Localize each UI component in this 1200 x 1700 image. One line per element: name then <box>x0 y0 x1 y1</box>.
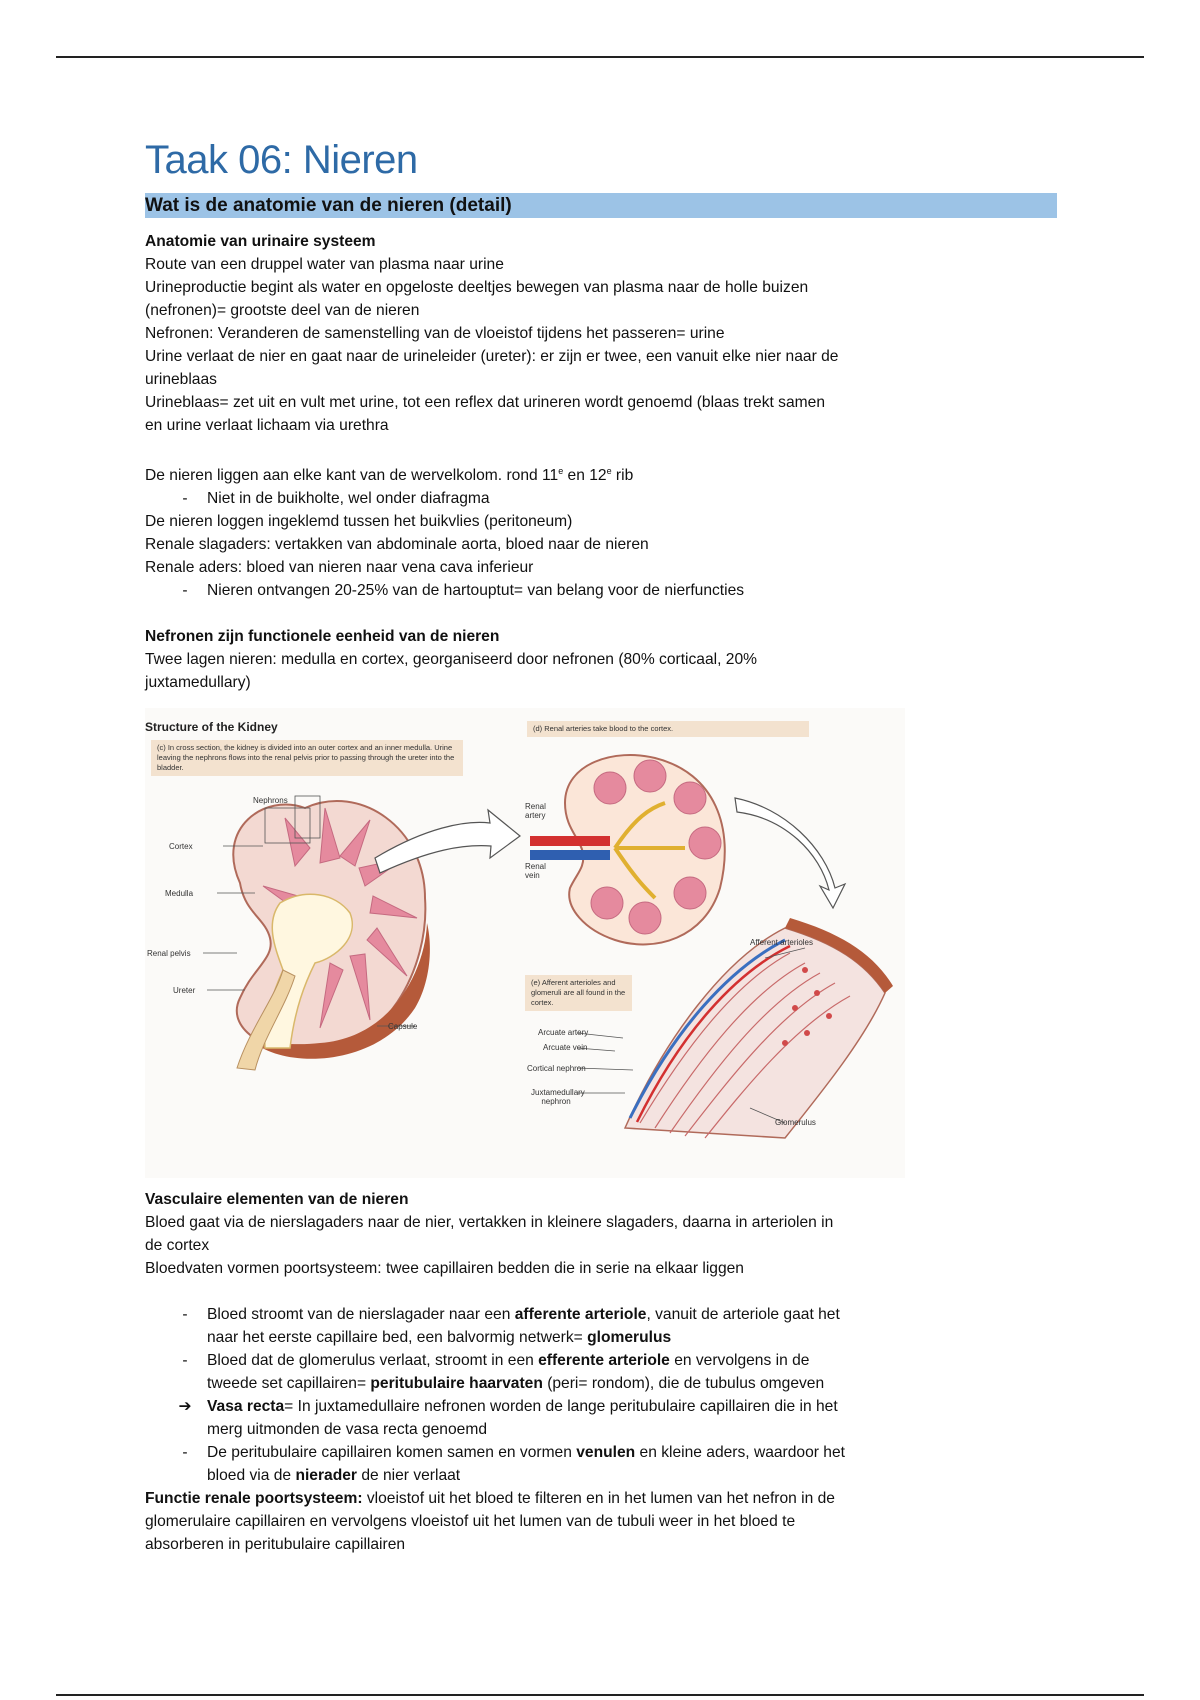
paragraph-line: Bloedvaten vormen poortsysteem: twee capillairen bedden die in serie na elkaar liggen <box>145 1260 744 1278</box>
paragraph-line: Nefronen: Veranderen de samenstelling van de vloeistof tijdens het passeren= urine <box>145 325 725 342</box>
section-heading: Anatomie van urinaire systeem <box>145 233 376 250</box>
arrow-bullet-icon: ➔ <box>178 1398 192 1416</box>
paragraph-line: de cortex <box>145 1237 210 1255</box>
paragraph-line: urineblaas <box>145 371 217 388</box>
label-cortical-nephron: Cortical nephron <box>527 1064 586 1074</box>
paragraph-line: De nieren loggen ingeklemd tussen het buikvlies (peritoneum) <box>145 513 573 531</box>
label-cortex: Cortex <box>169 842 193 852</box>
figure-title: Structure of the Kidney <box>145 720 278 735</box>
paragraph-line: Renale slagaders: vertakken van abdominale aorta, bloed naar de nieren <box>145 536 649 554</box>
kidney-structure-figure <box>145 708 905 1178</box>
label-renal-vein: Renal vein <box>525 862 546 881</box>
cortex-wedge <box>625 918 893 1138</box>
paragraph-line: glomerulaire capillairen en vervolgens vloeistof uit het lumen van de tubuli weer in het bloed te <box>145 1513 796 1531</box>
paragraph-line: Urineproductie begint als water en opgeloste deeltjes bewegen van plasma naar de holle buizen <box>145 279 809 296</box>
question-heading: Wat is de anatomie van de nieren (detail) <box>145 193 1057 218</box>
paragraph-line: Twee lagen nieren: medulla en cortex, georganiseerd door nefronen (80% corticaal, 20% <box>145 651 757 669</box>
label-medulla: Medulla <box>165 889 194 899</box>
paragraph-line: Urineblaas= zet uit en vult met urine, tot een reflex dat urineren wordt genoemd (blaas trekt samen <box>145 394 825 411</box>
paragraph-line: en urine verlaat lichaam via urethra <box>145 417 389 434</box>
label-glomerulus: Glomerulus <box>775 1118 816 1128</box>
figure-caption-d: (d) Renal arteries take blood to the cortex. <box>527 721 809 737</box>
label-afferent-arterioles: Afferent arterioles <box>750 938 813 948</box>
label-ureter: Ureter <box>173 986 196 996</box>
paragraph-line: absorberen in peritubulaire capillairen <box>145 1536 406 1554</box>
kidney-vessels <box>530 755 725 944</box>
footer-rule <box>56 1694 1144 1696</box>
paragraph-line: juxtamedullary) <box>145 674 251 692</box>
paragraph-line: Bloed gaat via de nierslagaders naar de nier, vertakken in kleinere slagaders, daarna in arteriolen in <box>145 1214 834 1232</box>
list-item: - Niet in de buikholte, wel onder diafragma <box>182 490 490 508</box>
label-capsule: Capsule <box>388 1022 418 1032</box>
page-title: Taak 06: Nieren <box>145 138 418 182</box>
paragraph-line: De nieren liggen aan elke kant van de wervelkolom. rond 11e en 12e rib <box>145 466 634 485</box>
label-nephrons: Nephrons <box>253 796 288 806</box>
list-item: - Bloed dat de glomerulus verlaat, stroomt in een efferente arteriole en vervolgens in de tweede set capillairen= peritubulaire haarvaten (peri= rondom), die de tubulus omgeven <box>182 1352 825 1393</box>
list-item: - Bloed stroomt van de nierslagader naar een afferente arteriole, vanuit de arteriole gaat het naar het eerste capillaire bed, een balvormig netwerk= glomerulus <box>182 1306 840 1347</box>
label-arcuate-artery: Arcuate artery <box>538 1028 589 1038</box>
label-juxtamedullary-nephron: Juxtamedullary nephron <box>531 1088 585 1107</box>
section-heading: Nefronen zijn functionele eenheid van de nieren <box>145 628 500 646</box>
section-heading: Vasculaire elementen van de nieren <box>145 1191 409 1209</box>
label-renal-artery: Renal artery <box>525 802 546 821</box>
figure-caption-e: (e) Afferent arterioles and glomeruli are all found in the cortex. <box>525 975 632 1011</box>
list-item: - De peritubulaire capillairen komen samen en vormen venulen en kleine aders, waardoor het bloed via de nierader de nier verlaat <box>182 1444 845 1485</box>
header-rule <box>56 56 1144 58</box>
section-vascular <box>145 1188 1065 1556</box>
list-item: ➔ Vasa recta= In juxtamedullaire nefronen worden de lange peritubulaire capillairen die in het merg uitmonden de vasa recta genoemd <box>145 1395 1065 1441</box>
label-renal-pelvis: Renal pelvis <box>147 949 191 959</box>
paragraph-line: (nefronen)= grootste deel van de nieren <box>145 302 420 319</box>
paragraph-line: Functie renale poortsysteem: vloeistof uit het bloed te filteren en in het lumen van het nefron in de <box>145 1490 835 1508</box>
paragraph-line: Route van een druppel water van plasma naar urine <box>145 256 504 273</box>
section-anatomy <box>145 230 1065 437</box>
section-location <box>145 460 1065 602</box>
figure-caption-c: (c) In cross section, the kidney is divided into an outer cortex and an inner medulla. Urine leaving the nephrons flows into the renal pelvis prior to passing through the ureter into the bladder. <box>151 740 463 776</box>
section-nephrons <box>145 625 1065 694</box>
paragraph-line: Urine verlaat de nier en gaat naar de urineleider (ureter): er zijn er twee, een vanuit elke nier naar de <box>145 348 839 365</box>
list-item: - Nieren ontvangen 20-25% van de hartouptut= van belang voor de nierfuncties <box>182 582 745 600</box>
document-page <box>145 138 1065 1556</box>
label-arcuate-vein: Arcuate vein <box>543 1043 588 1053</box>
paragraph-line: Renale aders: bloed van nieren naar vena cava inferieur <box>145 559 534 577</box>
